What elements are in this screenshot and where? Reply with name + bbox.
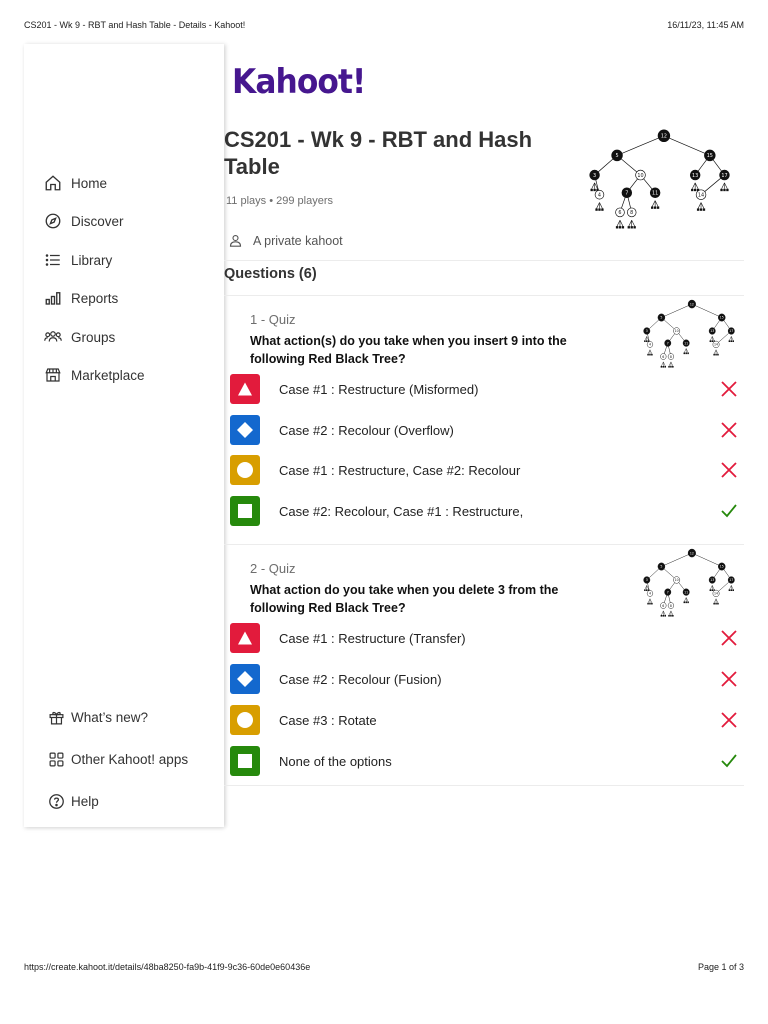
tree-leaf-node (628, 226, 630, 228)
other-apps-label: Other Kahoot! apps (71, 752, 189, 767)
tree-leaf-edge (698, 203, 701, 209)
tree-leaf-node (657, 206, 659, 208)
tree-leaf-node (670, 366, 672, 368)
sidebar-item-label: Reports (71, 290, 119, 306)
tree-node-label: 3 (593, 172, 597, 179)
tree-node-label: 15 (719, 564, 724, 569)
tree-leaf-edge (632, 220, 635, 226)
tree-leaf-node (685, 353, 687, 355)
tree-leaf-edge (695, 183, 698, 189)
incorrect-icon (714, 623, 744, 653)
tree-leaf-edge (597, 203, 600, 209)
question-card-1[interactable] (224, 296, 744, 544)
tree-leaf-edge (661, 362, 663, 366)
tree-leaf-node (649, 603, 651, 605)
divider (224, 785, 744, 786)
tree-leaf-edge (663, 611, 665, 615)
tree-leaf-node (622, 226, 624, 228)
sidebar-item-home[interactable] (44, 174, 107, 192)
tree-leaf-node (593, 189, 595, 191)
tree-leaf-edge (669, 362, 671, 366)
tree-leaf-node (661, 615, 663, 617)
incorrect-icon (714, 705, 744, 735)
tree-leaf-edge (645, 336, 647, 340)
tree-leaf-node (664, 366, 666, 368)
triangle-icon (230, 374, 260, 404)
tree-node-label: 13 (710, 578, 715, 583)
question-card-2[interactable] (224, 545, 744, 785)
tree-leaf-node (715, 354, 717, 356)
question-text: What action(s) do you take when you insert 9 into the following Red Black Tree? (250, 334, 567, 366)
tree-leaf-node (697, 208, 699, 210)
tree-node-label: 7 (625, 190, 629, 197)
tree-node-label: 7 (666, 590, 669, 595)
tree-node-label: 3 (645, 578, 648, 583)
tree-leaf-node (732, 589, 734, 591)
answer-row (230, 664, 744, 694)
tree-leaf-edge (686, 597, 688, 601)
print-footer-page: Page 1 of 3 (697, 962, 744, 972)
tree-leaf-node (598, 208, 600, 210)
tree-leaf-node (646, 589, 648, 591)
tree-node-label: 5 (660, 315, 663, 320)
tree-leaf-edge (648, 350, 650, 354)
tree-node-label: 14 (714, 342, 719, 347)
tree-leaf-edge (655, 201, 658, 207)
sidebar-item-discover[interactable] (44, 212, 124, 230)
user-icon (228, 233, 243, 248)
store-icon (44, 366, 62, 384)
tree-node-label: 6 (618, 210, 622, 217)
visibility-label: A private kahoot (253, 233, 343, 248)
tree-leaf-node (649, 354, 651, 356)
tree-leaf-node (715, 603, 717, 605)
tree-leaf-node (633, 226, 635, 228)
tree-leaf-edge (650, 599, 652, 603)
tree-leaf-node (616, 226, 618, 228)
tree-leaf-node (713, 354, 715, 356)
question-text: What action do you take when you delete 3 from the following Red Black Tree? (250, 583, 559, 615)
visibility-info (228, 233, 343, 248)
tree-leaf-node (731, 340, 733, 342)
answer-text: Case #2: Recolour, Case #1 : Restructure, (279, 503, 524, 519)
tree-leaf-node (590, 189, 592, 191)
tree-leaf-node (664, 615, 666, 617)
question-type: 1 - Quiz (250, 312, 296, 327)
tree-leaf-edge (716, 350, 718, 354)
tree-leaf-node (644, 340, 646, 342)
tree-leaf-node (729, 340, 731, 342)
tree-leaf-node (595, 208, 597, 210)
tree-leaf-node (668, 366, 670, 368)
tree-node-label: 7 (666, 341, 669, 346)
tree-node-label: 6 (662, 603, 665, 608)
tree-leaf-node (729, 589, 731, 591)
tree-node-label: 5 (615, 153, 619, 160)
tree-node-label: 6 (662, 354, 665, 359)
tree-leaf-edge (692, 183, 695, 189)
tree-node-label: 4 (648, 591, 651, 596)
sidebar-item-label: Groups (71, 329, 116, 345)
tree-node-label: 8 (669, 603, 672, 608)
tree-leaf-edge (710, 585, 712, 589)
tree-node-label: 15 (706, 153, 713, 160)
tree-node-label: 11 (684, 341, 689, 346)
tree-node-label: 11 (652, 190, 659, 197)
whats-new-link[interactable] (48, 709, 148, 726)
answer-text: Case #3 : Rotate (279, 712, 377, 728)
tree-leaf-edge (671, 362, 673, 366)
tree-leaf-edge (661, 611, 663, 615)
sidebar-item-label: Home (71, 175, 108, 191)
sidebar-item-library[interactable] (44, 251, 112, 269)
sidebar-item-label: Discover (71, 213, 124, 229)
home-icon (44, 174, 62, 192)
tree-leaf-edge (710, 336, 712, 340)
tree-node-label: 12 (689, 551, 694, 556)
tree-leaf-edge (629, 220, 632, 226)
tree-leaf-edge (731, 336, 733, 340)
print-header-date: 16/11/23, 11:45 AM (667, 20, 744, 30)
tree-leaf-node (717, 354, 719, 356)
other-apps-link[interactable] (48, 751, 188, 768)
tree-leaf-edge (663, 362, 665, 366)
tree-leaf-node (646, 340, 648, 342)
tree-leaf-node (654, 206, 656, 208)
tree-node-label: 14 (714, 591, 719, 596)
list-icon (44, 251, 62, 269)
tree-leaf-node (651, 354, 653, 356)
correct-icon (714, 746, 744, 776)
tree-leaf-node (663, 366, 665, 368)
tree-leaf-edge (716, 599, 718, 603)
tree-leaf-node (732, 340, 734, 342)
tree-leaf-node (717, 603, 719, 605)
incorrect-icon (714, 455, 744, 485)
question-image-tree (636, 296, 744, 370)
tree-leaf-edge (722, 183, 725, 189)
tree-node-label: 13 (692, 172, 699, 179)
help-label: Help (71, 794, 99, 809)
incorrect-icon (714, 415, 744, 445)
tree-leaf-edge (669, 611, 671, 615)
tree-node-label: 8 (630, 210, 634, 217)
tree-leaf-node (691, 189, 693, 191)
sidebar-item-reports[interactable] (44, 289, 118, 307)
tree-leaf-node (684, 353, 686, 355)
tree-leaf-node (647, 354, 649, 356)
tree-node-label: 8 (669, 354, 672, 359)
tree-leaf-edge (714, 350, 716, 354)
divider (224, 260, 744, 261)
answer-text: Case #2 : Recolour (Fusion) (279, 671, 442, 687)
tree-leaf-edge (729, 585, 731, 589)
answer-text: Case #1 : Restructure (Transfer) (279, 630, 466, 646)
answer-row (230, 455, 744, 485)
tree-leaf-node (672, 615, 674, 617)
bar-chart-icon (44, 289, 62, 307)
tree-node-label: 11 (684, 590, 689, 595)
tree-leaf-node (700, 208, 702, 210)
sidebar (24, 44, 224, 827)
tree-node-label: 3 (645, 329, 648, 334)
tree-node-label: 17 (729, 578, 734, 583)
diamond-icon (230, 415, 260, 445)
print-header-title: CS201 - Wk 9 - RBT and Hash Table - Details - Kahoot! (24, 20, 246, 30)
tree-node-label: 14 (697, 192, 705, 199)
tree-edge (689, 551, 722, 566)
tree-leaf-node (672, 366, 674, 368)
tree-leaf-edge (617, 220, 620, 226)
tree-leaf-node (710, 340, 712, 342)
plays-meta: 11 plays • 299 players (226, 195, 333, 207)
circle-icon (230, 455, 260, 485)
tree-leaf-edge (712, 336, 714, 340)
sidebar-item-label: Library (71, 252, 113, 268)
tree-leaf-node (668, 615, 670, 617)
page-title: CS201 - Wk 9 - RBT and Hash Table (224, 127, 533, 179)
tree-node-label: 4 (648, 342, 651, 347)
whats-new-label: What’s new? (71, 710, 149, 725)
help-link[interactable] (48, 793, 99, 810)
tree-leaf-node (687, 602, 689, 604)
diamond-icon (230, 664, 260, 694)
tree-node-label: 17 (721, 172, 728, 179)
answer-row (230, 623, 744, 653)
cover-image-tree (578, 124, 744, 232)
answer-text: Case #1 : Restructure, Case #2: Recolour (279, 462, 521, 478)
tree-leaf-node (684, 602, 686, 604)
answer-row (230, 374, 744, 404)
tree-leaf-edge (701, 203, 704, 209)
tree-edge (689, 302, 722, 317)
correct-icon (714, 496, 744, 526)
tree-node-label: 10 (674, 578, 679, 583)
tree-node-label: 10 (637, 172, 644, 179)
print-header (24, 20, 744, 30)
incorrect-icon (714, 664, 744, 694)
tree-leaf-edge (592, 183, 595, 189)
tree-node-label: 12 (689, 302, 694, 307)
tree-leaf-node (619, 226, 621, 228)
gift-icon (48, 709, 65, 726)
tree-node-label: 12 (660, 133, 668, 140)
tree-leaf-node (731, 589, 733, 591)
tree-node-label: 15 (719, 315, 724, 320)
tree-node-label: 13 (710, 329, 715, 334)
tree-node-label: 5 (660, 564, 663, 569)
tree-leaf-node (631, 226, 633, 228)
tree-edge (617, 136, 664, 156)
tree-leaf-edge (712, 585, 714, 589)
answer-row (230, 746, 744, 776)
tree-leaf-node (663, 615, 665, 617)
triangle-icon (230, 623, 260, 653)
tree-leaf-edge (731, 585, 733, 589)
tree-edge (664, 136, 710, 156)
answer-text: Case #2 : Recolour (Overflow) (279, 422, 454, 438)
tree-leaf-node (670, 615, 672, 617)
print-footer-url: https://create.kahoot.it/details/48ba8250-fa9b-41f9-9c36-60de0e60436e (24, 962, 311, 972)
answer-row (230, 496, 744, 526)
tree-leaf-node (723, 189, 725, 191)
question-type: 2 - Quiz (250, 561, 296, 576)
tree-leaf-edge (684, 597, 686, 601)
tree-leaf-node (644, 589, 646, 591)
tree-leaf-node (713, 603, 715, 605)
kahoot-logo[interactable]: Kahoot! (232, 62, 366, 102)
print-footer (24, 962, 744, 972)
tree-leaf-node (720, 189, 722, 191)
tree-leaf-edge (714, 599, 716, 603)
tree-leaf-node (651, 603, 653, 605)
tree-leaf-node (661, 366, 663, 368)
tree-leaf-edge (724, 183, 727, 189)
tree-node-label: 10 (674, 329, 679, 334)
answer-text: Case #1 : Restructure (Misformed) (279, 381, 479, 397)
tree-leaf-edge (684, 348, 686, 352)
tree-leaf-edge (648, 599, 650, 603)
question-image-tree (636, 545, 744, 619)
tree-leaf-node (703, 208, 705, 210)
tree-edge (661, 304, 691, 317)
answer-row (230, 705, 744, 735)
tree-leaf-edge (599, 203, 602, 209)
tree-edge (661, 553, 691, 566)
tree-node-label: 17 (729, 329, 734, 334)
tree-node-label: 4 (597, 192, 602, 199)
sidebar-item-label: Marketplace (71, 367, 145, 383)
tree-leaf-edge (652, 201, 655, 207)
answer-text: None of the options (279, 753, 392, 769)
questions-heading: Questions (6) (224, 266, 317, 282)
tree-leaf-edge (686, 348, 688, 352)
tree-leaf-edge (645, 585, 647, 589)
tree-leaf-edge (729, 336, 731, 340)
tree-leaf-edge (650, 350, 652, 354)
tree-leaf-node (647, 603, 649, 605)
tree-leaf-edge (671, 611, 673, 615)
tree-leaf-node (711, 340, 713, 342)
tree-leaf-node (651, 206, 653, 208)
square-icon (230, 746, 260, 776)
apps-grid-icon (48, 751, 65, 768)
square-icon (230, 496, 260, 526)
help-icon (48, 793, 65, 810)
sidebar-item-groups[interactable] (44, 328, 115, 346)
sidebar-item-marketplace[interactable] (44, 366, 145, 384)
tree-leaf-node (711, 589, 713, 591)
tree-leaf-node (726, 189, 728, 191)
tree-leaf-node (601, 208, 603, 210)
compass-icon (44, 212, 62, 230)
tree-leaf-node (710, 589, 712, 591)
answer-row (230, 415, 744, 445)
tree-leaf-edge (620, 220, 623, 226)
tree-leaf-node (687, 353, 689, 355)
circle-icon (230, 705, 260, 735)
tree-leaf-node (685, 602, 687, 604)
tree-leaf-node (694, 189, 696, 191)
incorrect-icon (714, 374, 744, 404)
people-icon (44, 328, 62, 346)
